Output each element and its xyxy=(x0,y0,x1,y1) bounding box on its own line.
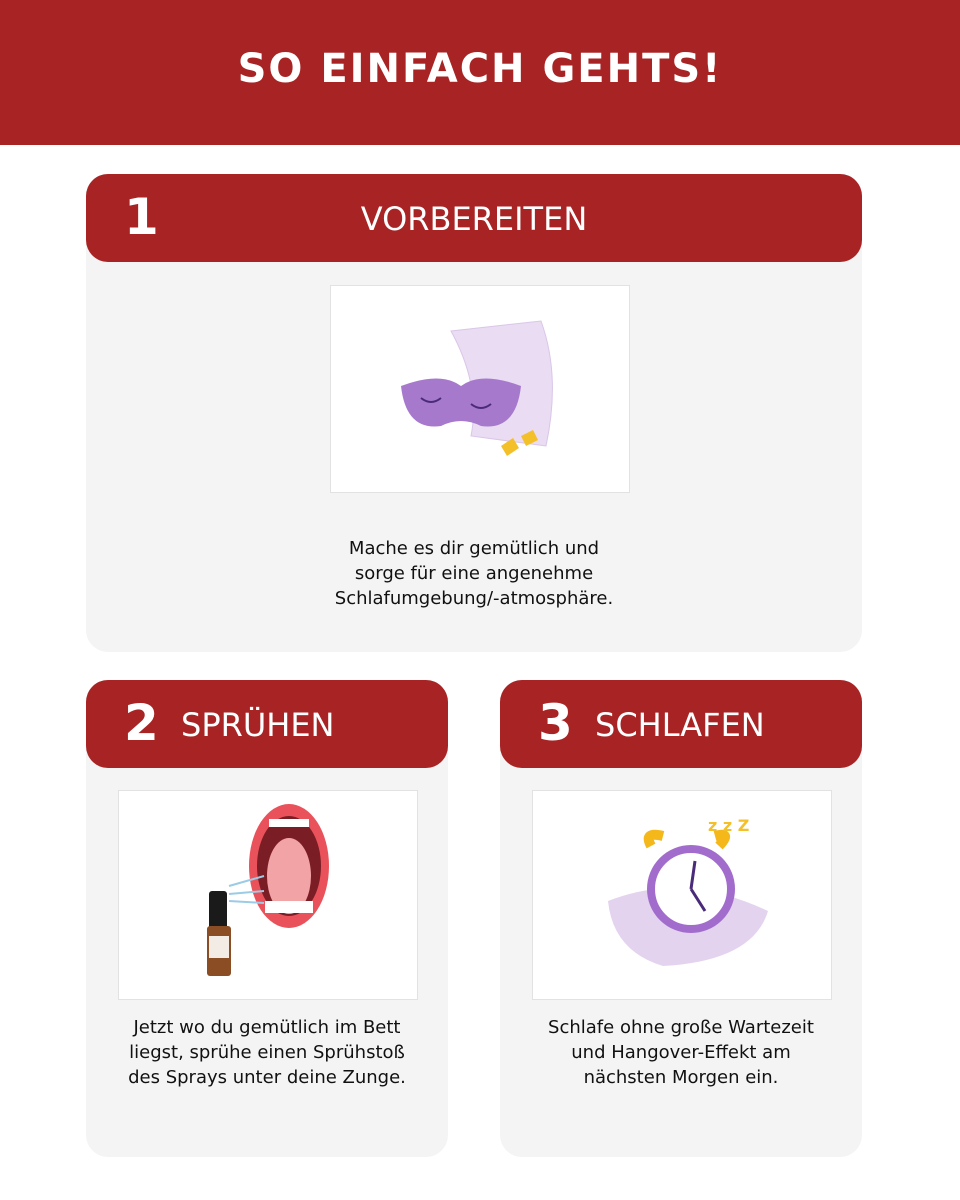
step-description-line: Mache es dir gemütlich und xyxy=(348,538,600,559)
header-banner xyxy=(0,0,960,145)
step-description-line: liegst, sprühe einen Sprühstoß xyxy=(129,1042,405,1063)
step-header xyxy=(500,680,862,768)
step-description-line: Jetzt wo du gemütlich im Bett xyxy=(133,1017,401,1038)
step-number: 2 xyxy=(124,694,159,752)
step-title: SCHLAFEN xyxy=(595,706,765,744)
step-card-1 xyxy=(86,174,862,652)
step-number: 1 xyxy=(124,188,159,246)
step-header xyxy=(86,174,862,262)
step-header xyxy=(86,680,448,768)
step-title: SPRÜHEN xyxy=(181,706,335,744)
svg-text:z z Z: z z Z xyxy=(708,816,750,835)
mouth-spray-illustration xyxy=(118,790,418,1000)
sleep-mask-illustration xyxy=(330,285,630,493)
step-description-line: des Sprays unter deine Zunge. xyxy=(128,1067,406,1088)
step-number: 3 xyxy=(538,694,573,752)
step-card-3 xyxy=(500,680,862,1157)
page-title: SO EINFACH GEHTS! xyxy=(237,45,723,92)
step-description-line: und Hangover-Effekt am xyxy=(571,1042,791,1063)
step-description-line: Schlafe ohne große Wartezeit xyxy=(548,1017,814,1038)
alarm-clock-pillow-illustration xyxy=(532,790,832,1000)
step-description-line: sorge für eine angenehme xyxy=(354,563,594,584)
step-title: VORBEREITEN xyxy=(360,200,588,238)
step-description-line: Schlafumgebung/-atmosphäre. xyxy=(334,588,614,609)
step-card-2 xyxy=(86,680,448,1157)
step-description-line: nächsten Morgen ein. xyxy=(583,1067,779,1088)
